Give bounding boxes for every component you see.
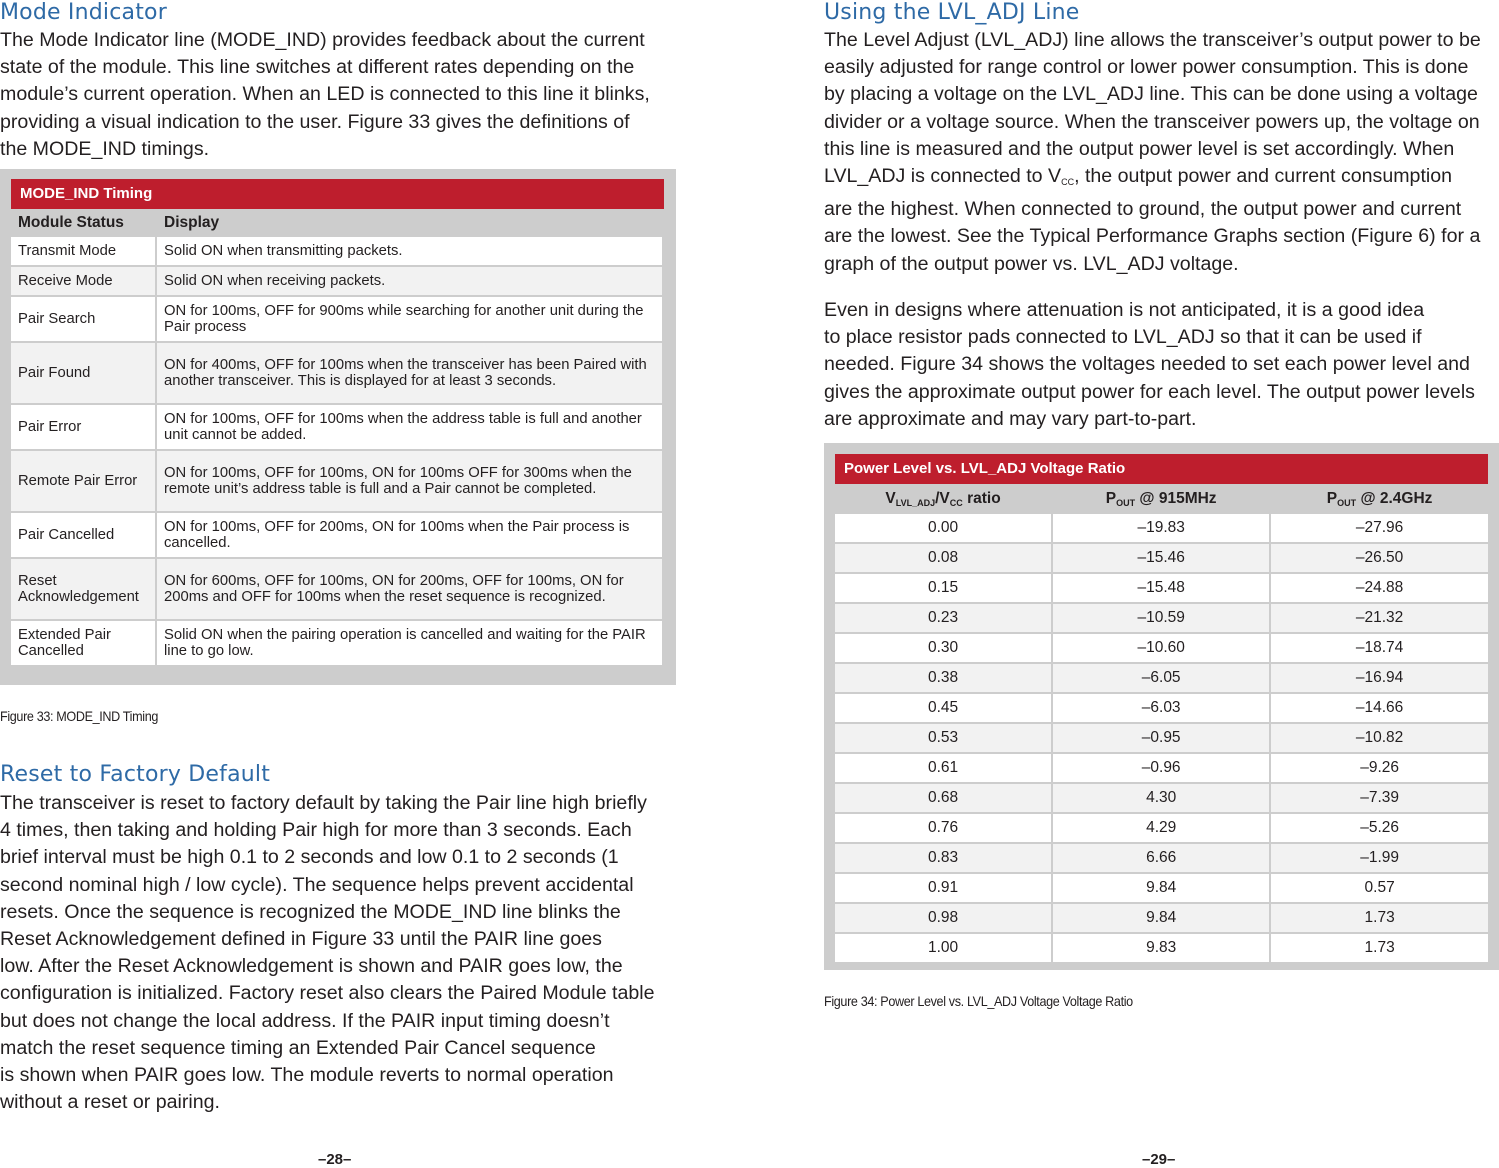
table-title: MODE_IND Timing	[11, 179, 664, 209]
table-row	[835, 694, 1488, 722]
header-text: P	[1105, 490, 1117, 507]
ratio-cell: 0.68	[835, 784, 1051, 812]
pout-24-cell: 0.57	[1271, 874, 1488, 902]
table-row	[835, 724, 1488, 752]
ratio-cell: 0.08	[835, 544, 1051, 572]
table-row	[11, 297, 662, 341]
mode-indicator-heading: Mode Indicator	[0, 0, 167, 25]
column-header-915mhz	[1053, 486, 1269, 512]
ratio-cell: 0.98	[835, 904, 1051, 932]
paragraph-line: resets. Once the sequence is recognized the MODE_IND line blinks the	[0, 900, 621, 923]
paragraph-line: by placing a voltage on the LVL_ADJ line. This can be done using a voltage	[824, 83, 1478, 106]
paragraph-line: The transceiver is reset to factory default by taking the Pair line high briefly	[0, 792, 647, 814]
pout-24-cell: –10.82	[1271, 724, 1488, 752]
table-row	[11, 621, 662, 665]
left-page	[0, 0, 676, 1168]
status-cell: Extended Pair Cancelled	[11, 621, 155, 665]
display-cell: ON for 100ms, OFF for 900ms while searching for another unit during the Pair process	[157, 297, 662, 341]
subscript: OUT	[1337, 498, 1357, 508]
paragraph-line: The Level Adjust (LVL_ADJ) line allows the transceiver’s output power to be	[824, 29, 1481, 51]
header-text: /V	[935, 490, 950, 507]
paragraph-line: without a reset or pairing.	[0, 1091, 220, 1114]
table-row	[11, 513, 662, 557]
table-row	[835, 844, 1488, 872]
subscript: OUT	[1116, 498, 1136, 508]
pout-24-cell: –18.74	[1271, 634, 1488, 662]
paragraph-line: but does not change the local address. If the PAIR input timing doesn’t	[0, 1009, 610, 1032]
pout-915-cell: –15.48	[1053, 574, 1269, 602]
header-text: ratio	[962, 490, 1001, 507]
ratio-cell: 1.00	[835, 934, 1051, 962]
reset-heading: Reset to Factory Default	[0, 762, 271, 787]
pout-24-cell: –5.26	[1271, 814, 1488, 842]
pout-915-cell: 9.84	[1053, 904, 1269, 932]
pout-24-cell: –24.88	[1271, 574, 1488, 602]
status-cell: Receive Mode	[11, 267, 155, 295]
header-text: @ 915MHz	[1135, 490, 1217, 507]
column-header-2-4ghz	[1271, 486, 1488, 512]
paragraph-line: easily adjusted for range control or lower power consumption. This is done	[824, 56, 1469, 79]
table-row	[835, 874, 1488, 902]
ratio-cell: 0.23	[835, 604, 1051, 632]
paragraph-line: are the lowest. See the Typical Performance Graphs section (Figure 6) for a	[824, 225, 1481, 248]
pout-915-cell: 9.84	[1053, 874, 1269, 902]
paragraph-line: configuration is initialized. Factory reset also clears the Paired Module table	[0, 982, 655, 1005]
table-row	[835, 574, 1488, 602]
column-header-status: Module Status	[18, 214, 124, 231]
pout-915-cell: –6.03	[1053, 694, 1269, 722]
table-row	[11, 559, 662, 619]
display-cell: Solid ON when receiving packets.	[157, 267, 662, 295]
ratio-cell: 0.45	[835, 694, 1051, 722]
pout-24-cell: –1.99	[1271, 844, 1488, 872]
table-row	[835, 604, 1488, 632]
ratio-cell: 0.00	[835, 514, 1051, 542]
table-row	[835, 934, 1488, 962]
lvl-adj-paragraph	[824, 27, 1499, 278]
table-row	[835, 634, 1488, 662]
paragraph-line: module’s current operation. When an LED is connected to this line it blinks,	[0, 83, 650, 106]
table-row	[11, 237, 662, 265]
display-cell: ON for 100ms, OFF for 200ms, ON for 100ms when the Pair process is cancelled.	[157, 513, 662, 557]
page-number-28: –28–	[318, 1151, 352, 1168]
pout-24-cell: –7.39	[1271, 784, 1488, 812]
status-cell: Pair Error	[11, 405, 155, 449]
pout-24-cell: 1.73	[1271, 904, 1488, 932]
paragraph-line: The Mode Indicator line (MODE_IND) provides feedback about the current	[0, 29, 645, 51]
pout-915-cell: –0.96	[1053, 754, 1269, 782]
pout-915-cell: 4.29	[1053, 814, 1269, 842]
figure-33-caption: Figure 33: MODE_IND Timing	[0, 708, 158, 724]
text-run: , the output power and current consumption	[1074, 165, 1453, 188]
paragraph-line: 4 times, then taking and holding Pair high for more than 3 seconds. Each	[0, 819, 632, 842]
paragraph-line: the MODE_IND timings.	[0, 137, 210, 160]
display-cell: Solid ON when transmitting packets.	[157, 237, 662, 265]
text-run: LVL_ADJ is connected to V	[824, 165, 1062, 188]
pout-915-cell: –15.46	[1053, 544, 1269, 572]
header-text: @ 2.4GHz	[1356, 490, 1433, 507]
paragraph-line: are the highest. When connected to ground, the output power and current	[824, 198, 1462, 221]
ratio-cell: 0.91	[835, 874, 1051, 902]
figure-34-caption: Figure 34: Power Level vs. LVL_ADJ Voltage Voltage Ratio	[824, 993, 1133, 1009]
paragraph-line: low. After the Reset Acknowledgement is shown and PAIR goes low, the	[0, 955, 623, 978]
subscript: CC	[1061, 177, 1075, 188]
table-row	[11, 451, 662, 511]
table-row	[835, 814, 1488, 842]
pout-915-cell: –10.59	[1053, 604, 1269, 632]
table-row	[835, 544, 1488, 572]
display-cell: Solid ON when the pairing operation is cancelled and waiting for the PAIR line to go low.	[157, 621, 662, 665]
ratio-cell: 0.61	[835, 754, 1051, 782]
reset-paragraph	[0, 790, 655, 1116]
paragraph-line: this line is measured and the output power level is set accordingly. When	[824, 137, 1455, 160]
pout-915-cell: –6.05	[1053, 664, 1269, 692]
column-header-ratio	[835, 486, 1051, 512]
pout-24-cell: –21.32	[1271, 604, 1488, 632]
pout-24-cell: 1.73	[1271, 934, 1488, 962]
table-row	[835, 664, 1488, 692]
paragraph-line: match the reset sequence timing an Extended Pair Cancel sequence	[0, 1036, 596, 1059]
ratio-cell: 0.83	[835, 844, 1051, 872]
table-header-row	[11, 211, 662, 235]
table-row	[11, 405, 662, 449]
table-row	[835, 754, 1488, 782]
pout-915-cell: –10.60	[1053, 634, 1269, 662]
paragraph-line	[824, 163, 1499, 196]
paragraph-line: providing a visual indication to the user. Figure 33 gives the definitions of	[0, 110, 630, 133]
column-header-display: Display	[164, 214, 220, 231]
mode-ind-timing-table	[0, 169, 676, 685]
ratio-cell: 0.30	[835, 634, 1051, 662]
table-title: Power Level vs. LVL_ADJ Voltage Ratio	[835, 454, 1488, 484]
status-cell: Reset Acknowledgement	[11, 559, 155, 619]
status-cell: Pair Search	[11, 297, 155, 341]
pout-24-cell: –16.94	[1271, 664, 1488, 692]
display-cell: ON for 100ms, OFF for 100ms, ON for 100ms OFF for 300ms when the remote unit’s address table is full and a Pair cannot be completed.	[157, 451, 662, 511]
mode-indicator-paragraph	[0, 27, 676, 163]
paragraph-line: second nominal high / low cycle). The sequence helps prevent accidental	[0, 873, 634, 896]
paragraph-line: graph of the output power vs. LVL_ADJ voltage.	[824, 252, 1239, 275]
pout-24-cell: –14.66	[1271, 694, 1488, 722]
pout-24-cell: –9.26	[1271, 754, 1488, 782]
paragraph-line: Reset Acknowledgement defined in Figure 33 until the PAIR line goes	[0, 928, 602, 951]
paragraph-line: are approximate and may vary part-to-part.	[824, 407, 1197, 430]
right-page	[824, 0, 1499, 1168]
pout-24-cell: –26.50	[1271, 544, 1488, 572]
ratio-cell: 0.15	[835, 574, 1051, 602]
power-table	[833, 484, 1490, 964]
paragraph-line: to place resistor pads connected to LVL_ADJ so that it can be used if	[824, 326, 1422, 349]
table-row	[835, 514, 1488, 542]
table-row	[835, 784, 1488, 812]
status-cell: Transmit Mode	[11, 237, 155, 265]
pout-915-cell: –19.83	[1053, 514, 1269, 542]
power-level-table	[824, 443, 1499, 970]
table-row	[11, 343, 662, 403]
status-cell: Remote Pair Error	[11, 451, 155, 511]
display-cell: ON for 100ms, OFF for 100ms when the address table is full and another unit cannot be added.	[157, 405, 662, 449]
subscript: LVL_ADJ	[895, 498, 936, 508]
paragraph-line: state of the module. This line switches at different rates depending on the	[0, 56, 635, 79]
pout-24-cell: –27.96	[1271, 514, 1488, 542]
paragraph-line: Even in designs where attenuation is not anticipated, it is a good idea	[824, 299, 1425, 321]
status-cell: Pair Found	[11, 343, 155, 403]
table-header-row	[835, 486, 1488, 512]
display-cell: ON for 400ms, OFF for 100ms when the transceiver has been Paired with another transceiver. This is displayed for at least 3 seconds.	[157, 343, 662, 403]
display-cell: ON for 600ms, OFF for 100ms, ON for 200ms, OFF for 100ms, ON for 200ms and OFF for 100ms when the reset sequence is recognized.	[157, 559, 662, 619]
pout-915-cell: 9.83	[1053, 934, 1269, 962]
header-text: V	[885, 490, 896, 507]
pout-915-cell: 4.30	[1053, 784, 1269, 812]
status-cell: Pair Cancelled	[11, 513, 155, 557]
paragraph-line: gives the approximate output power for each level. The output power levels	[824, 380, 1475, 403]
ratio-cell: 0.38	[835, 664, 1051, 692]
table-row	[11, 267, 662, 295]
paragraph-line: is shown when PAIR goes low. The module reverts to normal operation	[0, 1064, 614, 1087]
even-in-designs-paragraph	[824, 297, 1475, 433]
ratio-cell: 0.53	[835, 724, 1051, 752]
timing-table	[9, 209, 664, 667]
paragraph-line: brief interval must be high 0.1 to 2 seconds and low 0.1 to 2 seconds (1	[0, 846, 619, 869]
table-row	[835, 904, 1488, 932]
subscript: CC	[949, 498, 963, 508]
header-text: P	[1326, 490, 1338, 507]
ratio-cell: 0.76	[835, 814, 1051, 842]
page-number-29: –29–	[1142, 1151, 1176, 1168]
paragraph-line: needed. Figure 34 shows the voltages needed to set each power level and	[824, 353, 1470, 376]
pout-915-cell: 6.66	[1053, 844, 1269, 872]
lvl-adj-heading: Using the LVL_ADJ Line	[824, 0, 1080, 25]
paragraph-line: divider or a voltage source. When the transceiver powers up, the voltage on	[824, 110, 1480, 133]
pout-915-cell: –0.95	[1053, 724, 1269, 752]
